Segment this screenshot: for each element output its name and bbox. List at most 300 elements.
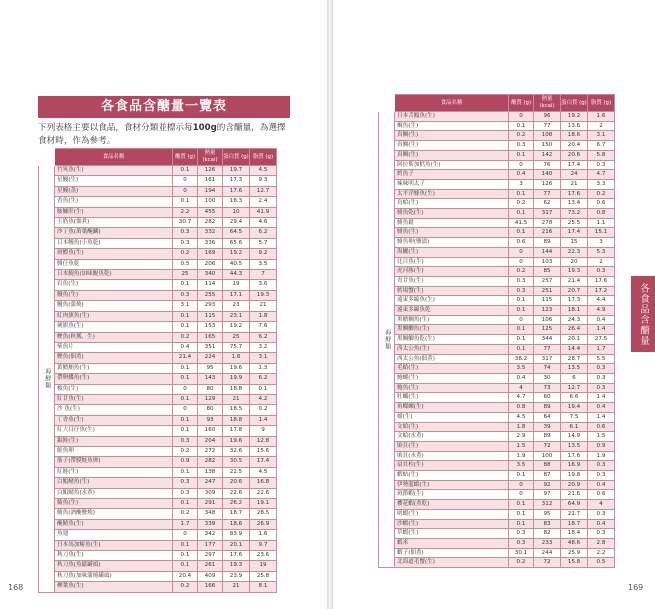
kcal-cell: 97 [534, 490, 561, 500]
food-name-cell: 鱈場蟹(生) [395, 286, 509, 296]
table-row [39, 571, 277, 581]
fat-cell: 0.3 [588, 461, 615, 471]
kcal-cell: 150 [534, 141, 561, 151]
carb-cell: 0 [173, 186, 198, 196]
protein-cell: 28.7 [561, 354, 588, 364]
category-label: 海鮮類 [39, 166, 55, 593]
table-row [379, 548, 615, 558]
carb-cell: 0.1 [509, 306, 534, 316]
food-name-cell: 秋刀魚(魚鬆罐頭) [55, 561, 173, 571]
food-name-cell: 秋刀魚(加味蒲燒罐頭) [55, 571, 173, 581]
kcal-cell: 309 [198, 488, 223, 498]
protein-cell: 48.6 [561, 538, 588, 548]
carb-cell: 0.3 [173, 478, 198, 488]
protein-cell: 19.8 [561, 471, 588, 481]
food-name-cell: 真鯛(生) [395, 150, 509, 160]
food-name-cell: 虎河豚(生) [395, 267, 509, 277]
protein-cell: 18.6 [561, 131, 588, 141]
fat-cell: 1.5 [588, 432, 615, 442]
table-row [39, 415, 277, 425]
kcal-cell: 247 [198, 478, 223, 488]
fat-cell: 0.3 [588, 267, 615, 277]
table-row [379, 461, 615, 471]
carb-cell: 0.1 [509, 189, 534, 199]
carb-cell: 1.8 [509, 422, 534, 432]
fat-cell: 0.3 [588, 471, 615, 481]
food-name-cell: 醃鯖魚(生) [55, 519, 173, 529]
kcal-cell: 60 [534, 393, 561, 403]
fat-cell: 2.2 [588, 548, 615, 558]
carb-cell: 4 [509, 383, 534, 393]
food-name-cell: 遠東多線魚乾 [395, 306, 509, 316]
kcal-cell: 261 [198, 561, 223, 571]
fat-cell: 1.4 [588, 412, 615, 422]
food-name-cell: 紅大目仔魚(生) [55, 426, 173, 436]
protein-cell: 13.5 [561, 441, 588, 451]
food-name-cell: 鯖魚(酒醃鹽燒) [55, 509, 173, 519]
table-row [39, 332, 277, 342]
carb-cell: 0.3 [173, 290, 198, 300]
kcal-cell: 166 [198, 582, 223, 592]
kcal-cell: 291 [198, 499, 223, 509]
carb-cell: 0.2 [173, 249, 198, 259]
fat-cell: 2 [588, 121, 615, 131]
carb-cell: 4.5 [509, 412, 534, 422]
protein-cell: 20.1 [223, 540, 250, 550]
table-row [39, 551, 277, 561]
protein-cell: 6.6 [561, 393, 588, 403]
protein-cell: 16.9 [561, 461, 588, 471]
protein-cell: 17.4 [561, 228, 588, 238]
carb-cell: 0 [509, 480, 534, 490]
food-name-cell: 貽貝(生) [395, 441, 509, 451]
kcal-cell: 93 [198, 415, 223, 425]
food-name-cell: 草蝦(生) [395, 529, 509, 539]
protein-cell: 20.1 [561, 335, 588, 345]
fat-cell: 9.3 [250, 176, 277, 186]
table-row [39, 488, 277, 498]
carb-cell: 3.1 [173, 301, 198, 311]
protein-cell: 20.9 [561, 480, 588, 490]
carb-cell: 0.9 [173, 457, 198, 467]
table-row [39, 426, 277, 436]
carb-cell: 30.7 [173, 218, 198, 228]
header-kcal: 熱量 (kcal) [198, 149, 223, 166]
fat-cell: 5.7 [250, 238, 277, 248]
food-name-cell: 日本舌鰨魚(生) [395, 112, 509, 122]
protein-cell: 17.6 [223, 186, 250, 196]
protein-cell: 20.6 [223, 478, 250, 488]
kcal-cell: 336 [198, 238, 223, 248]
fat-cell: 0.4 [588, 403, 615, 413]
fat-cell: 4.5 [250, 467, 277, 477]
protein-cell: 19.3 [223, 561, 250, 571]
carb-cell: 0.1 [173, 394, 198, 404]
protein-cell: 17.3 [561, 296, 588, 306]
fat-cell: 8.1 [250, 582, 277, 592]
carb-cell: 1.5 [509, 441, 534, 451]
kcal-cell: 72 [534, 558, 561, 568]
fat-cell: 0.1 [250, 384, 277, 394]
carb-cell: 0.2 [509, 199, 534, 209]
food-name-cell: 白鯧鯖魚(生) [55, 478, 173, 488]
protein-cell: 13.5 [561, 364, 588, 374]
fat-cell: 0.6 [588, 199, 615, 209]
table-header-row [379, 95, 615, 112]
kcal-cell: 82 [534, 529, 561, 539]
carb-cell: 0.2 [509, 558, 534, 568]
food-name-cell: 岩魚(生) [55, 280, 173, 290]
protein-cell: 18.8 [223, 415, 250, 425]
carb-cell: 0.1 [173, 280, 198, 290]
fat-cell: 4.2 [250, 394, 277, 404]
carb-cell: 0.1 [509, 296, 534, 306]
protein-cell: 18.1 [561, 306, 588, 316]
fat-cell: 2.4 [250, 197, 277, 207]
fat-cell: 3.2 [250, 342, 277, 352]
table-row [379, 276, 615, 286]
carb-cell: 0.2 [173, 509, 198, 519]
kcal-cell: 312 [534, 500, 561, 510]
table-row [379, 160, 615, 170]
carb-table-right [378, 94, 615, 568]
fat-cell: 1.7 [588, 344, 615, 354]
table-row [39, 374, 277, 384]
food-name-cell: 沙 魚(生) [55, 405, 173, 415]
header-kcal: 熱量 (kcal) [534, 95, 561, 112]
food-name-cell: 柴魚片 [55, 342, 173, 352]
carb-cell: 0 [509, 247, 534, 257]
carb-cell: 0.1 [509, 344, 534, 354]
table-row [379, 112, 615, 122]
food-name-cell: 櫻花蝦(煮乾) [395, 500, 509, 510]
table-row [379, 189, 615, 199]
fat-cell: 6.7 [588, 141, 615, 151]
kcal-cell: 89 [534, 238, 561, 248]
intro-text [38, 122, 294, 148]
protein-cell: 18.4 [561, 529, 588, 539]
carb-cell: 0.1 [509, 509, 534, 519]
kcal-cell: 293 [198, 301, 223, 311]
fat-cell: 22.6 [250, 488, 277, 498]
kcal-cell: 125 [534, 325, 561, 335]
carb-cell: 0.1 [173, 499, 198, 509]
table-row [379, 509, 615, 519]
table-row [379, 267, 615, 277]
kcal-cell: 129 [198, 394, 223, 404]
food-name-cell: 銀鮭(生) [55, 436, 173, 446]
table-row [379, 500, 615, 510]
table-header-row [39, 149, 277, 166]
table-row [39, 582, 277, 592]
protein-cell: 19 [223, 280, 250, 290]
fat-cell: 27.5 [588, 335, 615, 345]
protein-cell: 22.3 [561, 247, 588, 257]
protein-cell: 19.6 [223, 363, 250, 373]
table-row [39, 384, 277, 394]
fat-cell: 0.3 [588, 509, 615, 519]
food-name-cell: 西太公魚(佃煮) [395, 354, 509, 364]
intro-part2: 的含醣量，為選擇食材時，作為參考。 [38, 123, 286, 146]
table-row [379, 383, 615, 393]
carb-cell: 0.1 [509, 209, 534, 219]
food-name-cell: 遠東多線魚(生) [395, 296, 509, 306]
food-name-cell: 黑鯛鯽魚乾(生) [395, 335, 509, 345]
kcal-cell: 340 [198, 270, 223, 280]
protein-cell: 12.7 [561, 383, 588, 393]
carb-cell: 0.2 [509, 131, 534, 141]
kcal-cell: 204 [198, 436, 223, 446]
carb-cell: 0.1 [173, 551, 198, 561]
fat-cell: 23.6 [250, 551, 277, 561]
food-name-cell: 沙蝦(生) [395, 519, 509, 529]
protein-cell: 73.2 [561, 209, 588, 219]
kcal-cell: 95 [198, 363, 223, 373]
fat-cell: 41.9 [250, 207, 277, 217]
food-name-cell: 筋子(帶膜鮭魚卵) [55, 457, 173, 467]
kcal-cell: 206 [198, 259, 223, 269]
food-name-cell: 鳥蛤(生) [395, 199, 509, 209]
food-name-cell: 蚶(生) [395, 412, 509, 422]
protein-cell: 29.4 [223, 218, 250, 228]
food-name-cell: 日本鯷魚(加味鯷魚乾) [55, 270, 173, 280]
table-row [39, 166, 277, 176]
protein-cell: 6 [561, 373, 588, 383]
fat-cell: 0.3 [588, 383, 615, 393]
fat-cell: 6.2 [250, 228, 277, 238]
protein-cell: 7.5 [561, 412, 588, 422]
protein-cell: 15 [561, 238, 588, 248]
protein-cell: 26.4 [561, 325, 588, 335]
kcal-cell: 89 [534, 403, 561, 413]
kcal-cell: 89 [534, 432, 561, 442]
header-protein: 蛋白質 (g) [223, 149, 250, 166]
table-row [379, 490, 615, 500]
carb-cell: 0.1 [173, 197, 198, 207]
intro-part1: 下列表格主要以食品，食材分類並標示每 [38, 123, 193, 133]
kcal-cell: 92 [534, 480, 561, 490]
side-tab[interactable]: 各食品含醣量 [631, 276, 655, 352]
carb-table-left [38, 148, 277, 593]
table-row [379, 296, 615, 306]
protein-cell: 21 [561, 179, 588, 189]
table-row [39, 457, 277, 467]
carb-cell: 1.7 [173, 519, 198, 529]
food-name-cell: 劍旗魚(生) [55, 322, 173, 332]
table-row [379, 538, 615, 548]
fat-cell: 1.8 [250, 311, 277, 321]
kcal-cell: 100 [534, 451, 561, 461]
kcal-cell: 194 [198, 186, 223, 196]
protein-cell: 64.5 [223, 228, 250, 238]
fat-cell: 6.2 [250, 332, 277, 342]
food-name-cell: 斑鰶魚(生) [55, 249, 173, 259]
carb-cell: 38.2 [509, 354, 534, 364]
food-name-cell: 竹筴魚(生) [55, 166, 173, 176]
table-row [39, 218, 277, 228]
kcal-cell: 126 [534, 179, 561, 189]
table-row [379, 325, 615, 335]
table-row [379, 471, 615, 481]
carb-cell: 0.3 [509, 529, 534, 539]
table-row [379, 422, 615, 432]
table-row [379, 150, 615, 160]
protein-cell: 26.2 [223, 499, 250, 509]
table-row [39, 238, 277, 248]
table-row [39, 322, 277, 332]
table-row [379, 354, 615, 364]
table-row [39, 342, 277, 352]
kcal-cell: 115 [534, 296, 561, 306]
carb-cell: 0 [173, 176, 198, 186]
carb-cell: 0.5 [173, 259, 198, 269]
kcal-cell: 83 [534, 519, 561, 529]
kcal-cell: 108 [534, 131, 561, 141]
kcal-cell: 169 [198, 249, 223, 259]
fat-cell: 3.6 [250, 280, 277, 290]
kcal-cell: 153 [198, 322, 223, 332]
table-row [379, 335, 615, 345]
table-row [39, 363, 277, 373]
carb-cell: 20.4 [173, 571, 198, 581]
table-row [39, 405, 277, 415]
fat-cell: 7 [250, 270, 277, 280]
fat-cell: 5.8 [588, 150, 615, 160]
kcal-cell: 278 [534, 218, 561, 228]
protein-cell: 23 [223, 301, 250, 311]
fat-cell: 9.7 [250, 540, 277, 550]
carb-cell: 3.5 [509, 461, 534, 471]
food-name-cell: 鰹魚(佃煮) [55, 353, 173, 363]
table-row [379, 209, 615, 219]
food-name-cell: 真鯛(生) [395, 141, 509, 151]
fat-cell: 0.3 [588, 529, 615, 539]
fat-cell: 17.6 [588, 276, 615, 286]
protein-cell: 19.4 [561, 403, 588, 413]
food-name-cell: 比目魚(生) [395, 257, 509, 267]
protein-cell: 65.6 [223, 238, 250, 248]
food-name-cell: 鯡魚(生) [395, 228, 509, 238]
carb-cell: 0.4 [509, 373, 534, 383]
protein-cell: 17.6 [223, 551, 250, 561]
kcal-cell: 344 [534, 335, 561, 345]
kcal-cell: 297 [198, 551, 223, 561]
kcal-cell: 114 [198, 280, 223, 290]
protein-cell: 23.9 [223, 571, 250, 581]
protein-cell: 22.6 [223, 488, 250, 498]
protein-cell: 21.4 [561, 276, 588, 286]
carb-cell: 25 [173, 270, 198, 280]
food-name-cell: 秋刀魚(生) [55, 551, 173, 561]
fat-cell: 21 [250, 301, 277, 311]
food-name-cell: 文蛤(生) [395, 422, 509, 432]
table-row [379, 519, 615, 529]
food-name-cell: 紅鮭(生) [55, 467, 173, 477]
table-row [379, 141, 615, 151]
table-row [39, 478, 277, 488]
header-fat: 脂質 (g) [588, 95, 615, 112]
kcal-cell: 72 [534, 441, 561, 451]
kcal-cell: 100 [198, 197, 223, 207]
food-name-cell: 帶卵鰈魚(生) [55, 374, 173, 384]
table-row [39, 436, 277, 446]
kcal-cell: 144 [534, 247, 561, 257]
food-name-cell: 日本鰻魚(小魚乾) [55, 238, 173, 248]
table-row [379, 441, 615, 451]
carb-cell: 0.1 [509, 335, 534, 345]
carb-cell: 0.1 [509, 519, 534, 529]
protein-cell: 22.5 [223, 467, 250, 477]
food-name-cell: 黑鰭鯛魚(生) [395, 315, 509, 325]
table-row [379, 558, 615, 568]
table-row [39, 394, 277, 404]
food-name-cell: 辣味明太子 [395, 179, 509, 189]
protein-cell: 18.8 [223, 384, 250, 394]
fat-cell: 1.6 [588, 112, 615, 122]
fat-cell: 0.4 [588, 519, 615, 529]
table-row [379, 306, 615, 316]
food-name-cell: 西太公魚(生) [395, 344, 509, 354]
protein-cell: 18.7 [223, 509, 250, 519]
carb-cell: 0.8 [509, 403, 534, 413]
protein-cell: 20.6 [561, 150, 588, 160]
kcal-cell: 87 [534, 471, 561, 481]
carb-cell: 0.1 [509, 325, 534, 335]
fat-cell: 4.7 [588, 170, 615, 180]
table-row [379, 373, 615, 383]
carb-cell: 1.9 [509, 451, 534, 461]
fat-cell: 4 [588, 500, 615, 510]
table-row [39, 186, 277, 196]
carb-cell: 0.1 [509, 500, 534, 510]
table-row [379, 121, 615, 131]
food-name-cell: 蝦米 [395, 538, 509, 548]
kcal-cell: 255 [198, 290, 223, 300]
fat-cell: 4.4 [588, 296, 615, 306]
food-name-cell: 真鯛(生) [395, 131, 509, 141]
fat-cell: 2 [588, 257, 615, 267]
fat-cell: 1.4 [250, 415, 277, 425]
food-name-cell: 毛蛤(生) [395, 364, 509, 374]
carb-cell: 2.2 [173, 207, 198, 217]
kcal-cell: 62 [534, 199, 561, 209]
carb-cell: 0.3 [509, 538, 534, 548]
header-fat: 脂質 (g) [250, 149, 277, 166]
table-row [39, 467, 277, 477]
kcal-cell: 39 [534, 422, 561, 432]
kcal-cell: 77 [534, 344, 561, 354]
kcal-cell: 455 [198, 207, 223, 217]
table-row [379, 344, 615, 354]
food-name-cell: 紅肉旗魚(生) [55, 311, 173, 321]
kcal-cell: 177 [198, 540, 223, 550]
fat-cell: 12.8 [250, 436, 277, 446]
kcal-cell: 64 [534, 412, 561, 422]
carb-cell: 4.7 [509, 393, 534, 403]
kcal-cell: 317 [534, 354, 561, 364]
fat-cell: 15.6 [250, 446, 277, 456]
table-row [379, 179, 615, 189]
table-row [39, 446, 277, 456]
kcal-cell: 80 [198, 405, 223, 415]
protein-cell: 1.6 [223, 353, 250, 363]
food-name-cell: 鯡魚鬆 [395, 218, 509, 228]
carb-cell: 0.1 [173, 426, 198, 436]
food-name-cell: 丁香魚(生) [55, 415, 173, 425]
food-name-cell: 牡蠣(生) [395, 393, 509, 403]
protein-cell: 44.3 [223, 270, 250, 280]
protein-cell: 30.5 [223, 457, 250, 467]
